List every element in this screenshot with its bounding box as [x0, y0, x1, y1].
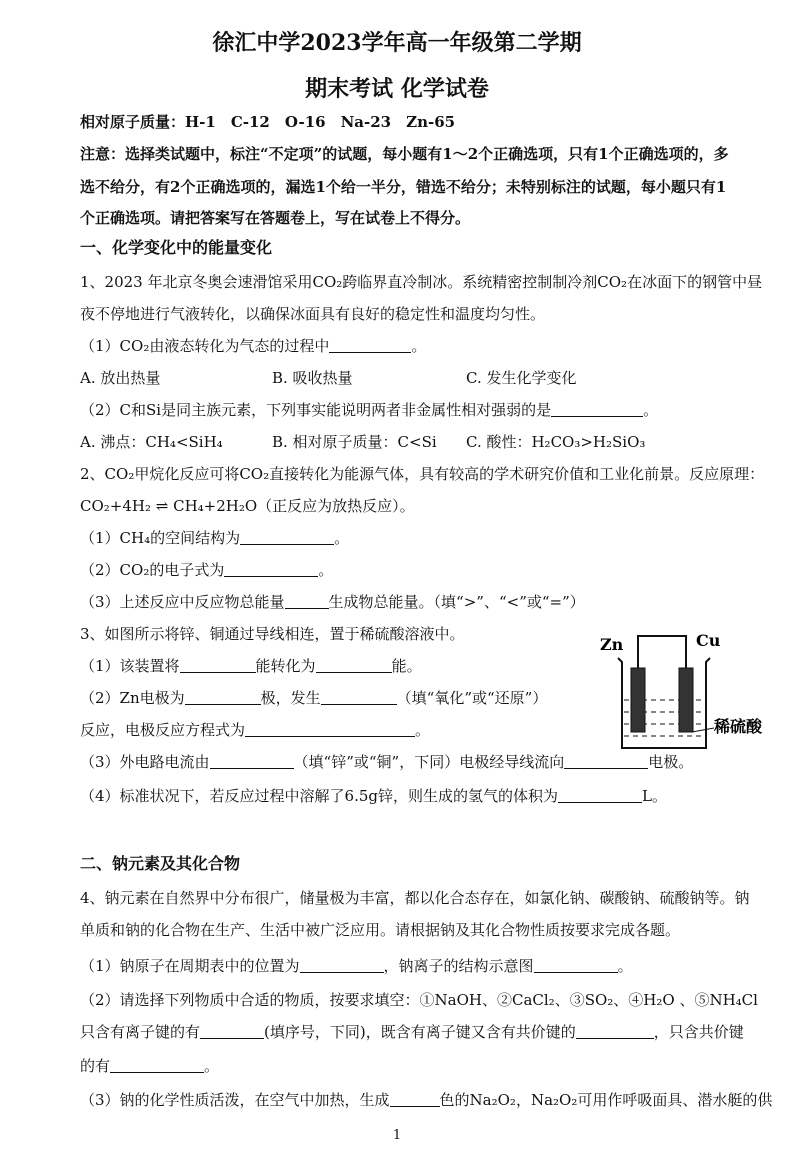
q3-4: （4）标准状况下，若反应过程中溶解了6.5g锌，则生成的氢气的体积为 L。	[80, 787, 667, 805]
q3-stem: 3、如图所示将锌、铜通过导线相连，置于稀硫酸溶液中。	[80, 625, 465, 643]
exam-title: 徐汇中学2023学年高一年级第二学期	[212, 30, 582, 56]
option-b: B. 吸收热量	[272, 369, 353, 387]
answer-blank[interactable]	[300, 958, 384, 973]
q2-line-1: 2、CO₂甲烷化反应可将CO₂直接转化为能源气体，具有较高的学术研究价值和工业化前景。反应原理：	[80, 465, 765, 483]
answer-blank[interactable]	[329, 338, 411, 353]
galvanic-cell-diagram	[596, 628, 776, 758]
answer-blank[interactable]	[558, 788, 642, 803]
answer-blank[interactable]	[180, 658, 256, 673]
q4-line-2: 单质和钠的化合物在生产、生活中被广泛应用。请根据钠及其化合物性质按要求完成各题。	[80, 921, 681, 939]
q1-2: （2）C和Si是同主族元素，下列事实能说明两者非金属性相对强弱的是 。	[80, 401, 659, 419]
option-a: A. 沸点：CH₄<SiH₄	[80, 433, 223, 451]
section-2-heading: 二、钠元素及其化合物	[80, 854, 241, 873]
acid-label: 稀硫酸	[714, 717, 763, 736]
q3-2: （2）Zn电极为 极，发生 （填“氧化”或“还原”）	[80, 689, 548, 707]
cu-electrode	[679, 668, 693, 732]
answer-blank[interactable]	[534, 958, 618, 973]
answer-blank[interactable]	[110, 1058, 204, 1073]
option-b: B. 相对原子质量：C<Si	[272, 433, 437, 451]
option-c: C. 酸性：H₂CO₃>H₂SiO₃	[466, 433, 646, 451]
page-number: 1	[392, 1128, 402, 1143]
q3-3: （3）外电路电流由 （填“锌”或“铜”，下同）电极经导线流向 电极。	[80, 753, 694, 771]
answer-blank[interactable]	[210, 754, 294, 769]
section-1-heading: 一、化学变化中的能量变化	[80, 238, 273, 257]
answer-blank[interactable]	[316, 658, 392, 673]
answer-blank[interactable]	[185, 690, 261, 705]
q4-1: （1）钠原子在周期表中的位置为 ，钠离子的结构示意图 。	[80, 957, 633, 975]
q1-line-2: 夜不停地进行气液转化，以确保冰面具有良好的稳定性和温度均匀性。	[80, 305, 546, 323]
note-line-1: 注意：选择类试题中，标注“不定项”的试题，每小题有1～2个正确选项，只有1个正确选项的，多	[80, 145, 729, 163]
q2-line-2: CO₂+4H₂ ⇌ CH₄+2H₂O（正反应为放热反应）。	[80, 497, 415, 515]
q4-3: （3）钠的化学性质活泼，在空气中加热，生成 色的Na₂O₂，Na₂O₂可用作呼吸面具、潜水艇的供	[80, 1091, 773, 1109]
note-line-3: 个正确选项。请把答案写在答题卷上，写在试卷上不得分。	[80, 209, 471, 227]
answer-blank[interactable]	[551, 402, 643, 417]
q4-2-cont-2: 的有 。	[80, 1057, 220, 1075]
q4-2-cont: 只含有离子键的有 (填序号，下同)，既含有离子键又含有共价键的 ，只含共价键	[80, 1023, 744, 1041]
atomic-masses: 相对原子质量：H-1 C-12 O-16 Na-23 Zn-65	[80, 113, 456, 131]
zn-label: Zn	[600, 635, 624, 654]
q1-line-1: 1、2023 年北京冬奥会速滑馆采用CO₂跨临界直冷制冰。系统精密控制制冷剂CO₂在冰面下的钢管中昼	[80, 273, 763, 291]
answer-blank[interactable]	[224, 562, 318, 577]
q4-line-1: 4、钠元素在自然界中分布很广，储量极为丰富，都以化合态存在，如氯化钠、碳酸钠、硫酸钠等。钠	[80, 889, 750, 907]
answer-blank[interactable]	[285, 594, 329, 609]
option-c: C. 发生化学变化	[466, 369, 577, 387]
q2-2: （2）CO₂的电子式为 。	[80, 561, 334, 579]
answer-blank[interactable]	[200, 1024, 264, 1039]
zn-electrode	[631, 668, 645, 732]
q2-3: （3）上述反应中反应物总能量 生成物总能量。（填“>”、“<”或“=”）	[80, 593, 585, 611]
q1-1: （1）CO₂由液态转化为气态的过程中 。	[80, 337, 427, 355]
answer-blank[interactable]	[390, 1092, 440, 1107]
answer-blank[interactable]	[240, 530, 334, 545]
answer-blank[interactable]	[245, 722, 415, 737]
q3-2-cont: 反应，电极反应方程式为 。	[80, 721, 431, 739]
leader-line	[692, 728, 714, 732]
q3-1: （1）该装置将 能转化为 能。	[80, 657, 422, 675]
wire	[638, 636, 686, 672]
answer-blank[interactable]	[576, 1024, 654, 1039]
exam-subtitle: 期末考试 化学试卷	[305, 76, 489, 102]
cu-label: Cu	[696, 631, 721, 650]
q4-2: （2）请选择下列物质中合适的物质，按要求填空：①NaOH、②CaCl₂、③SO₂、④H₂O 、⑤NH₄Cl	[80, 991, 758, 1009]
note-line-2: 选不给分，有2个正确选项的，漏选1个给一半分，错选不给分；未特别标注的试题，每小题只有1	[80, 178, 727, 196]
answer-blank[interactable]	[321, 690, 397, 705]
option-a: A. 放出热量	[80, 369, 161, 387]
q2-1: （1）CH₄的空间结构为 。	[80, 529, 350, 547]
